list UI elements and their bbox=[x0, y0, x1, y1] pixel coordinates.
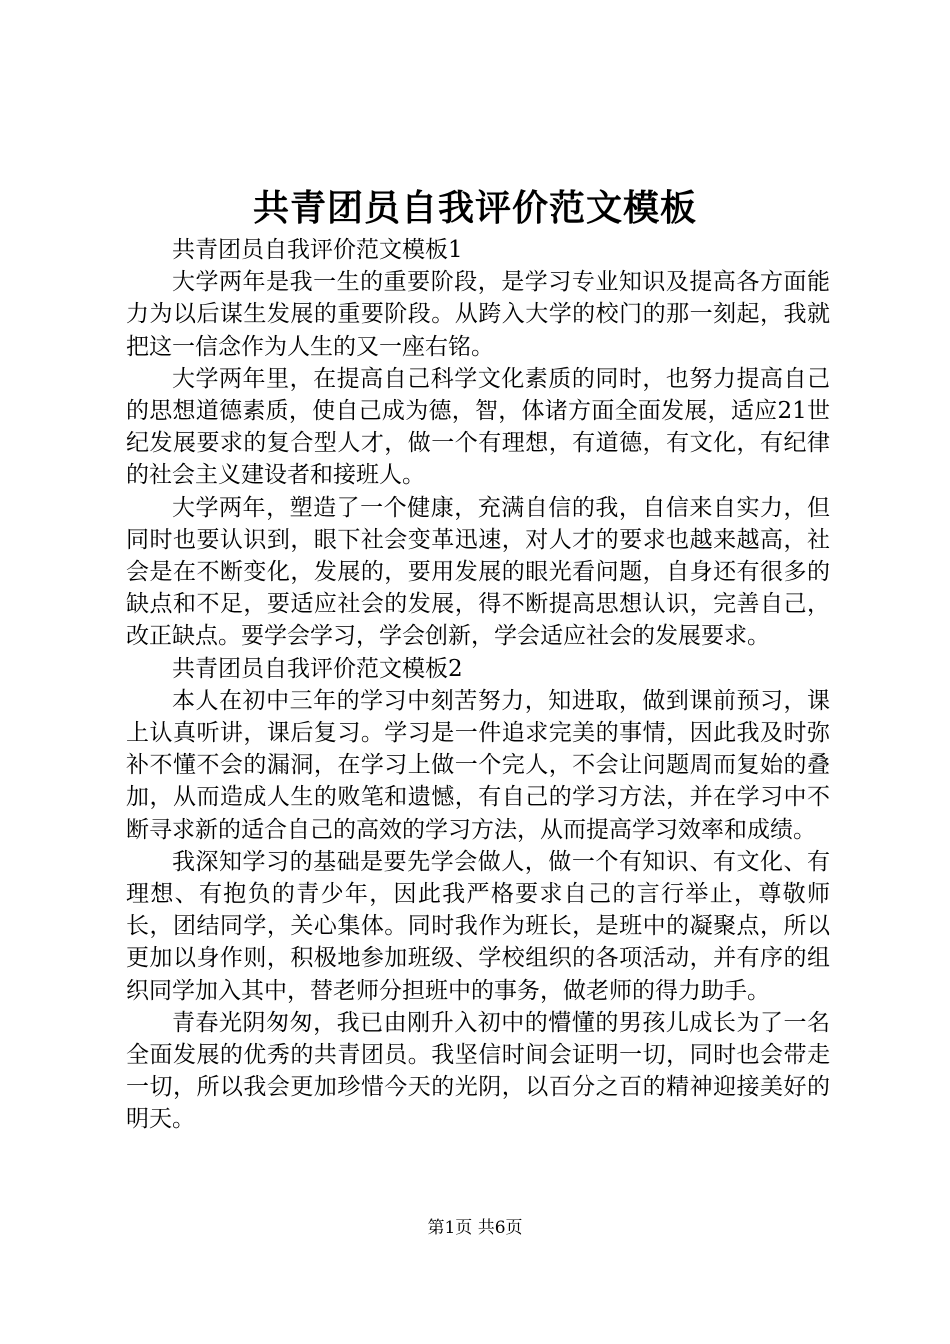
paragraph: 我深知学习的基础是要先学会做人，做一个有知识、有文化、有理想、有抱负的青少年，因此我严格要求自己的言行举止，尊敬师长，团结同学，关心集体。同时我作为班长，是班中的凝聚点，所以更加以身作则，积极地参加班级、学校组织的各项活动，并有序的组织同学加入其中，替老师分担班中的事务，做老师的得力助手。 bbox=[126, 848, 830, 1004]
document-body bbox=[126, 234, 830, 1136]
document-title: 共青团员自我评价范文模板 bbox=[252, 187, 697, 229]
paragraph: 大学两年里，在提高自己科学文化素质的同时，也努力提高自己的思想道德素质，使自己成为德，智，体诸方面全面发展，适应21世纪发展要求的复合型人才，做一个有理想，有道德，有文化，有纪律的社会主义建设者和接班人。 bbox=[126, 365, 830, 489]
paragraph: 大学两年是我一生的重要阶段，是学习专业知识及提高各方面能力为以后谋生发展的重要阶段。从跨入大学的校门的那一刻起，我就把这一信念作为人生的又一座右铭。 bbox=[126, 269, 830, 360]
page-number-footer: 第1页 共6页 bbox=[427, 1218, 523, 1238]
paragraph: 本人在初中三年的学习中刻苦努力，知进取，做到课前预习，课上认真听讲，课后复习。学习是一件追求完美的事情，因此我及时弥补不懂不会的漏洞，在学习上做一个完人，不会让问题周而复始的叠加，从而造成人生的败笔和遗憾，有自己的学习方法，并在学习中不断寻求新的适合自己的高效的学习方法，从而提高学习效率和成绩。 bbox=[126, 687, 830, 843]
section-heading: 共青团员自我评价范文模板1 bbox=[172, 237, 463, 263]
section-heading: 共青团员自我评价范文模板2 bbox=[172, 655, 463, 682]
paragraph: 青春光阴匆匆，我已由刚升入初中的懵懂的男孩儿成长为了一名全面发展的优秀的共青团员。我坚信时间会证明一切，同时也会带走一切，所以我会更加珍惜今天的光阴，以百分之百的精神迎接美好的明天。 bbox=[126, 1009, 830, 1133]
paragraph: 大学两年，塑造了一个健康，充满自信的我，自信来自实力，但同时也要认识到，眼下社会变革迅速，对人才的要求也越来越高，社会是在不断变化，发展的，要用发展的眼光看问题，自身还有很多的缺点和不足，要适应社会的发展，得不断提高思想认识，完善自己，改正缺点。要学会学习，学会创新，学会适应社会的发展要求。 bbox=[126, 494, 830, 650]
